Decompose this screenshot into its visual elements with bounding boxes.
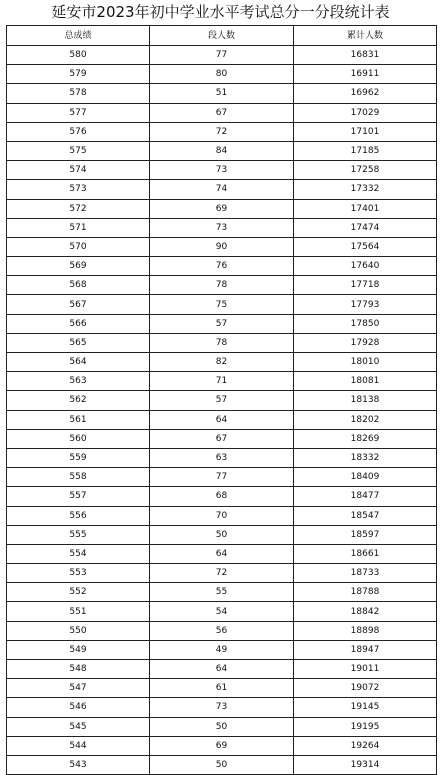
cumulative-count-cell: 17474: [294, 218, 437, 237]
segment-count-cell: 50: [150, 525, 294, 544]
score-distribution-table: [6, 25, 437, 775]
total-score-cell: 565: [7, 333, 150, 352]
total-score-cell: 549: [7, 640, 150, 659]
cumulative-count-cell: 18332: [294, 448, 437, 467]
total-score-cell: 569: [7, 257, 150, 276]
cumulative-count-cell: 16911: [294, 65, 437, 84]
segment-count-cell: 54: [150, 602, 294, 621]
table-row: [7, 295, 437, 314]
table-row: [7, 621, 437, 640]
total-score-cell: 575: [7, 141, 150, 160]
table-row: [7, 487, 437, 506]
document-title: 延安市2023年初中学业水平考试总分一分段统计表: [51, 3, 390, 21]
table-row: [7, 103, 437, 122]
total-score-cell: 557: [7, 487, 150, 506]
table-row: [7, 564, 437, 583]
table-row: [7, 506, 437, 525]
table-row: [7, 410, 437, 429]
cumulative-count-cell: 19145: [294, 698, 437, 717]
cumulative-count-cell: 18409: [294, 468, 437, 487]
total-score-cell: 548: [7, 660, 150, 679]
segment-count-cell: 82: [150, 353, 294, 372]
table-row: [7, 314, 437, 333]
total-score-cell: 564: [7, 353, 150, 372]
total-score-cell: 561: [7, 410, 150, 429]
segment-count-cell: 57: [150, 314, 294, 333]
cumulative-count-cell: 17718: [294, 276, 437, 295]
total-score-cell: 571: [7, 218, 150, 237]
segment-count-cell: 71: [150, 372, 294, 391]
cumulative-count-cell: 17185: [294, 141, 437, 160]
header-segment-count: 段人数: [150, 26, 294, 46]
table-row: [7, 46, 437, 65]
table-row: [7, 65, 437, 84]
total-score-cell: 551: [7, 602, 150, 621]
cumulative-count-cell: 16831: [294, 46, 437, 65]
cumulative-count-cell: 17928: [294, 333, 437, 352]
segment-count-cell: 78: [150, 276, 294, 295]
total-score-cell: 577: [7, 103, 150, 122]
total-score-cell: 573: [7, 180, 150, 199]
cumulative-count-cell: 18661: [294, 544, 437, 563]
cumulative-count-cell: 18898: [294, 621, 437, 640]
segment-count-cell: 50: [150, 717, 294, 736]
total-score-cell: 558: [7, 468, 150, 487]
table-row: [7, 525, 437, 544]
segment-count-cell: 50: [150, 755, 294, 774]
segment-count-cell: 77: [150, 46, 294, 65]
total-score-cell: 550: [7, 621, 150, 640]
segment-count-cell: 49: [150, 640, 294, 659]
total-score-cell: 553: [7, 564, 150, 583]
table-row: [7, 218, 437, 237]
total-score-cell: 545: [7, 717, 150, 736]
table-row: [7, 180, 437, 199]
segment-count-cell: 84: [150, 141, 294, 160]
table-row: [7, 333, 437, 352]
total-score-cell: 559: [7, 448, 150, 467]
table-row: [7, 257, 437, 276]
segment-count-cell: 77: [150, 468, 294, 487]
table-row: [7, 544, 437, 563]
total-score-cell: 547: [7, 679, 150, 698]
total-score-cell: 568: [7, 276, 150, 295]
cumulative-count-cell: 18547: [294, 506, 437, 525]
cumulative-count-cell: 18842: [294, 602, 437, 621]
segment-count-cell: 73: [150, 698, 294, 717]
total-score-cell: 560: [7, 429, 150, 448]
segment-count-cell: 67: [150, 103, 294, 122]
segment-count-cell: 63: [150, 448, 294, 467]
total-score-cell: 570: [7, 237, 150, 256]
segment-count-cell: 57: [150, 391, 294, 410]
table-row: [7, 468, 437, 487]
cumulative-count-cell: 17401: [294, 199, 437, 218]
table-row: [7, 429, 437, 448]
segment-count-cell: 72: [150, 564, 294, 583]
table-row: [7, 602, 437, 621]
segment-count-cell: 73: [150, 161, 294, 180]
table-row: [7, 583, 437, 602]
segment-count-cell: 64: [150, 660, 294, 679]
segment-count-cell: 56: [150, 621, 294, 640]
segment-count-cell: 72: [150, 122, 294, 141]
cumulative-count-cell: 18081: [294, 372, 437, 391]
cumulative-count-cell: 16962: [294, 84, 437, 103]
segment-count-cell: 64: [150, 544, 294, 563]
cumulative-count-cell: 18477: [294, 487, 437, 506]
table-row: [7, 237, 437, 256]
total-score-cell: 562: [7, 391, 150, 410]
total-score-cell: 566: [7, 314, 150, 333]
table-header-row: [7, 26, 437, 46]
table-row: [7, 391, 437, 410]
total-score-cell: 552: [7, 583, 150, 602]
segment-count-cell: 73: [150, 218, 294, 237]
segment-count-cell: 76: [150, 257, 294, 276]
total-score-cell: 579: [7, 65, 150, 84]
cumulative-count-cell: 18138: [294, 391, 437, 410]
cumulative-count-cell: 17850: [294, 314, 437, 333]
cumulative-count-cell: 18947: [294, 640, 437, 659]
total-score-cell: 555: [7, 525, 150, 544]
total-score-cell: 572: [7, 199, 150, 218]
segment-count-cell: 55: [150, 583, 294, 602]
cumulative-count-cell: 18788: [294, 583, 437, 602]
cumulative-count-cell: 18202: [294, 410, 437, 429]
cumulative-count-cell: 17640: [294, 257, 437, 276]
table-row: [7, 161, 437, 180]
segment-count-cell: 70: [150, 506, 294, 525]
total-score-cell: 580: [7, 46, 150, 65]
cumulative-count-cell: 19314: [294, 755, 437, 774]
cumulative-count-cell: 18010: [294, 353, 437, 372]
table-row: [7, 199, 437, 218]
total-score-cell: 546: [7, 698, 150, 717]
cumulative-count-cell: 17564: [294, 237, 437, 256]
cumulative-count-cell: 17793: [294, 295, 437, 314]
table-row: [7, 679, 437, 698]
cumulative-count-cell: 17258: [294, 161, 437, 180]
segment-count-cell: 68: [150, 487, 294, 506]
table-row: [7, 372, 437, 391]
table-row: [7, 353, 437, 372]
segment-count-cell: 75: [150, 295, 294, 314]
cumulative-count-cell: 17029: [294, 103, 437, 122]
total-score-cell: 576: [7, 122, 150, 141]
cumulative-count-cell: 19195: [294, 717, 437, 736]
cumulative-count-cell: 18733: [294, 564, 437, 583]
segment-count-cell: 90: [150, 237, 294, 256]
total-score-cell: 544: [7, 736, 150, 755]
cumulative-count-cell: 17332: [294, 180, 437, 199]
table-row: [7, 640, 437, 659]
segment-count-cell: 69: [150, 199, 294, 218]
total-score-cell: 556: [7, 506, 150, 525]
segment-count-cell: 67: [150, 429, 294, 448]
total-score-cell: 563: [7, 372, 150, 391]
table-row: [7, 717, 437, 736]
total-score-cell: 554: [7, 544, 150, 563]
segment-count-cell: 61: [150, 679, 294, 698]
segment-count-cell: 64: [150, 410, 294, 429]
table-row: [7, 276, 437, 295]
total-score-cell: 543: [7, 755, 150, 774]
cumulative-count-cell: 18269: [294, 429, 437, 448]
table-row: [7, 448, 437, 467]
total-score-cell: 574: [7, 161, 150, 180]
header-total-score: 总成绩: [7, 26, 150, 46]
segment-count-cell: 69: [150, 736, 294, 755]
segment-count-cell: 80: [150, 65, 294, 84]
table-row: [7, 698, 437, 717]
table-row: [7, 122, 437, 141]
total-score-cell: 567: [7, 295, 150, 314]
total-score-cell: 578: [7, 84, 150, 103]
cumulative-count-cell: 19011: [294, 660, 437, 679]
table-row: [7, 755, 437, 774]
header-cumulative-count: 累计人数: [294, 26, 437, 46]
cumulative-count-cell: 18597: [294, 525, 437, 544]
table-row: [7, 736, 437, 755]
segment-count-cell: 78: [150, 333, 294, 352]
table-row: [7, 84, 437, 103]
cumulative-count-cell: 19072: [294, 679, 437, 698]
table-row: [7, 141, 437, 160]
cumulative-count-cell: 19264: [294, 736, 437, 755]
table-row: [7, 660, 437, 679]
segment-count-cell: 74: [150, 180, 294, 199]
segment-count-cell: 51: [150, 84, 294, 103]
cumulative-count-cell: 17101: [294, 122, 437, 141]
table-body: [7, 46, 437, 775]
